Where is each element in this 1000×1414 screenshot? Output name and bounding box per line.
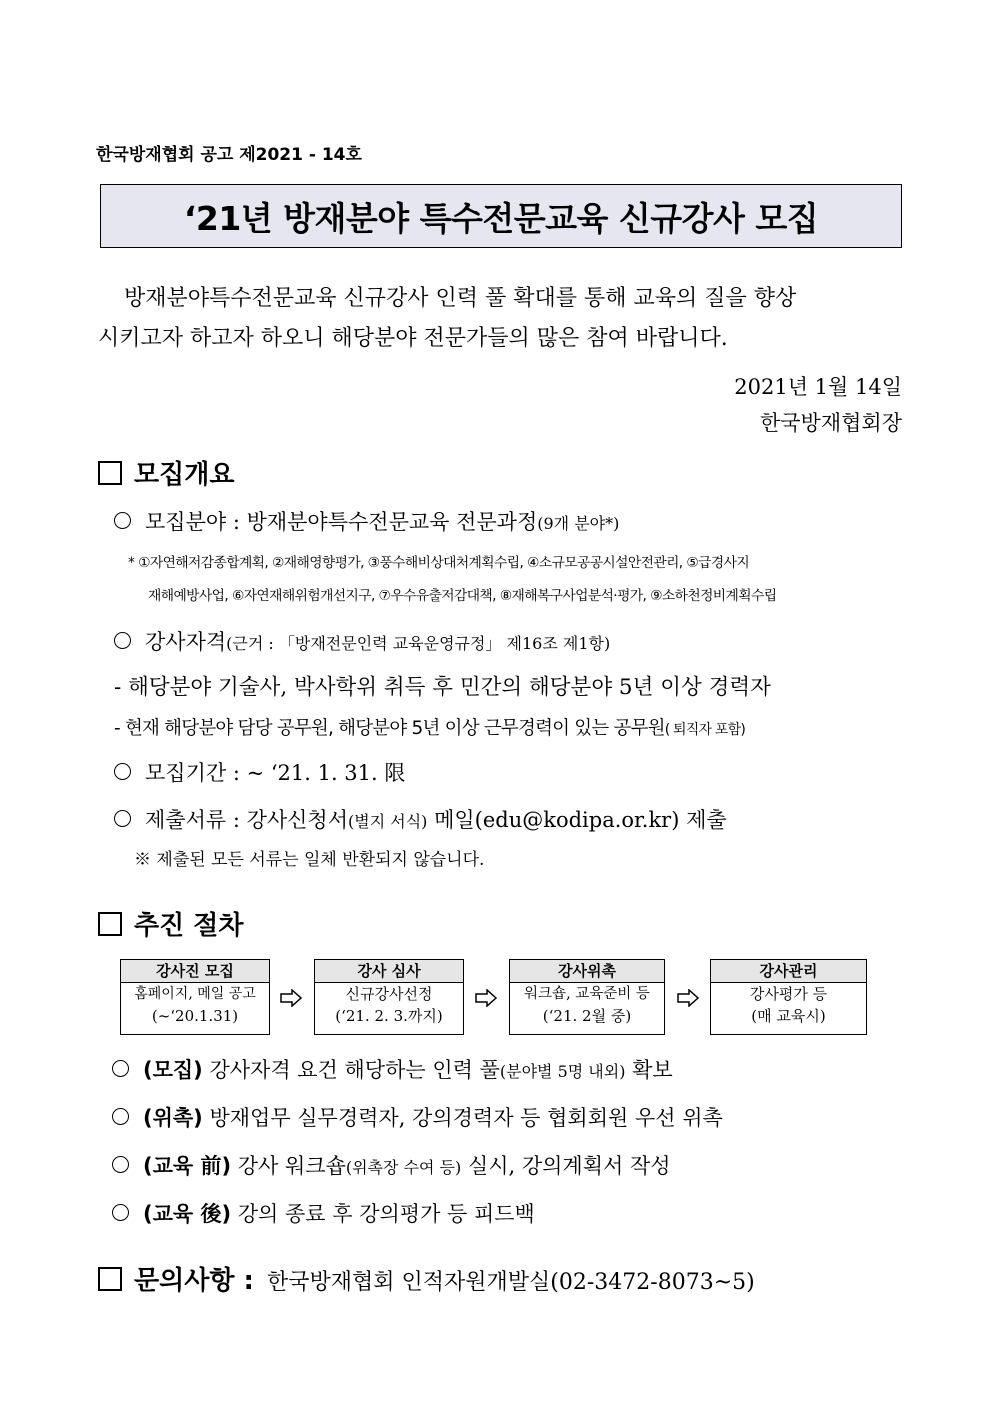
- field-list-line-2: 재해예방사업, ⑥자연재해위험개선지구, ⑦우수유출저감대책, ⑧재해복구사업분석·평가, ⑨소하천정비계획수립: [148, 588, 777, 604]
- documents-item: 제출서류 : 강사신청서(별지 서식) 메일(edu@kodipa.or.kr) 제출: [114, 804, 727, 834]
- checkbox-square-icon: [98, 461, 122, 485]
- process-step-date: (‘21. 2. 3.까지): [335, 1007, 443, 1025]
- circle-bullet-icon: [114, 810, 131, 827]
- process-step-title: 강사관리: [711, 960, 866, 983]
- process-step-recruit: [120, 959, 270, 1035]
- arrow-right-icon: [475, 989, 497, 1007]
- issuer: 한국방재협회장: [759, 411, 902, 435]
- arrow-right-icon: [280, 989, 302, 1007]
- contact-text: 한국방재협회 인적자원개발실(02-3472-8073~5): [267, 1270, 755, 1295]
- process-step-date: (매 교육시): [751, 1007, 826, 1025]
- checkbox-square-icon: [98, 1267, 122, 1291]
- process-step-date: (‘21. 2월 중): [542, 1007, 632, 1025]
- procedure-item-after: (교육 後) 강의 종료 후 강의평가 등 피드백: [112, 1198, 535, 1228]
- process-step-title: 강사 심사: [315, 960, 463, 983]
- field-list-line-1: * ①자연해저감종합계획, ②재해영향평가, ③풍수해비상대처계획수립, ④소규모공공시설안전관리, ⑤급경사지: [128, 555, 750, 571]
- documents-note: ※ 제출된 모든 서류는 일체 반환되지 않습니다.: [134, 850, 485, 870]
- circle-bullet-icon: [112, 1108, 129, 1125]
- process-step-manage: [710, 959, 867, 1035]
- section-overview-heading: 모집개요: [98, 454, 234, 491]
- arrow-right-icon: [677, 989, 699, 1007]
- process-step-appoint: [509, 959, 665, 1035]
- section-procedure-heading: 추진 절차: [98, 905, 244, 942]
- contact-heading: 문의사항 :: [134, 1266, 254, 1296]
- circle-bullet-icon: [112, 1060, 129, 1077]
- field-item: 모집분야 : 방재분야특수전문교육 전문과정(9개 분야*): [114, 506, 619, 536]
- qualification-line-2: - 현재 해당분야 담당 공무원, 해당분야 5년 이상 근무경력이 있는 공무원( 퇴직자 포함): [114, 718, 745, 739]
- qualification-item: 강사자격(근거 : 「방재전문인력 교육운영규정」 제16조 제1항): [114, 626, 610, 656]
- process-step-review: [314, 959, 464, 1035]
- circle-bullet-icon: [114, 512, 131, 529]
- checkbox-square-icon: [98, 912, 122, 936]
- qualification-line-1: - 해당분야 기술사, 박사학위 취득 후 민간의 해당분야 5년 이상 경력자: [114, 675, 771, 700]
- process-step-desc: 강사평가 등: [749, 985, 828, 1003]
- circle-bullet-icon: [112, 1156, 129, 1173]
- intro-line-1: 방재분야특수전문교육 신규강사 인력 풀 확대를 통해 교육의 질을 향상: [124, 286, 797, 311]
- notice-number: 한국방재협회 공고 제2021 - 14호: [96, 145, 362, 165]
- process-step-desc: 신규강사선정: [345, 985, 433, 1003]
- contact-line: [98, 1260, 755, 1297]
- process-step-desc: 워크숍, 교육준비 등: [524, 986, 650, 1002]
- process-step-title: 강사위촉: [510, 960, 664, 983]
- title-box: [100, 184, 902, 248]
- circle-bullet-icon: [114, 763, 131, 780]
- process-step-desc: 홈페이지, 메일 공고: [134, 986, 256, 1002]
- procedure-item-recruit: (모집) 강사자격 요건 해당하는 인력 풀(분야별 5명 내외) 확보: [112, 1054, 673, 1084]
- page-title: ‘21년 방재분야 특수전문교육 신규강사 모집: [183, 198, 819, 238]
- process-step-title: 강사진 모집: [121, 960, 269, 983]
- procedure-item-appoint: (위촉) 방재업무 실무경력자, 강의경력자 등 협회회원 우선 위촉: [112, 1102, 723, 1132]
- circle-bullet-icon: [114, 632, 131, 649]
- intro-line-2: 시키고자 하고자 하오니 해당분야 전문가들의 많은 참여 바랍니다.: [98, 326, 728, 351]
- issue-date: 2021년 1월 14일: [734, 375, 902, 399]
- period-item: 모집기간 : ~ ‘21. 1. 31. 限: [114, 757, 405, 787]
- procedure-item-before: (교육 前) 강사 워크숍(위촉장 수여 등) 실시, 강의계획서 작성: [112, 1150, 671, 1180]
- circle-bullet-icon: [112, 1204, 129, 1221]
- process-step-date: (~‘20.1.31): [151, 1007, 239, 1025]
